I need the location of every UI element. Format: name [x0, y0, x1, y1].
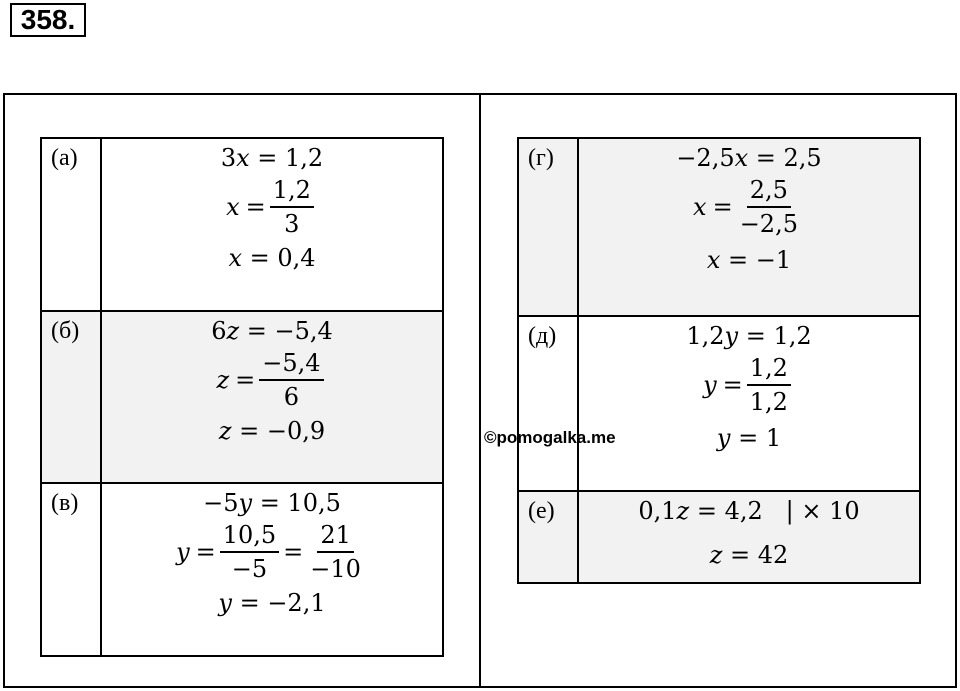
equation-cell [101, 138, 443, 311]
solution-row-v [41, 483, 443, 656]
fraction [270, 176, 314, 238]
equation-line: −2,5x = 2,5 [676, 144, 822, 172]
row-label: (в) [41, 483, 101, 656]
equation-line: −5y = 10,5 [203, 489, 341, 517]
equation-line: x = 0,4 [228, 244, 316, 272]
denominator: 1,2 [749, 388, 788, 416]
equation-line: 3x = 1,2 [220, 144, 324, 172]
right-solution-table [517, 137, 921, 584]
numerator: −5,4 [259, 349, 323, 381]
row-label: (б) [41, 311, 101, 483]
row-label: (д) [518, 316, 578, 491]
denominator: −5 [231, 555, 268, 583]
fraction-line: x = $\frac{2,5}{-2,5}$ [579, 176, 919, 238]
fraction-line: x = $\frac{1,2}{3}$ [102, 176, 442, 238]
fraction-line: y = $\frac{10,5}{-5}$ = $\frac{21}{-10}$ [102, 521, 442, 583]
solution-row-d [518, 316, 920, 491]
fraction [307, 521, 364, 583]
solution-row-a [41, 138, 443, 311]
denominator: −10 [310, 555, 361, 583]
solution-row-e [518, 491, 920, 583]
equation-cell [578, 138, 920, 316]
fraction [259, 349, 323, 411]
problem-number: 358. [10, 3, 86, 37]
fraction [737, 176, 801, 238]
equation-cell [578, 316, 920, 491]
solution-row-b [41, 311, 443, 483]
numerator: 21 [317, 521, 354, 553]
numerator: 10,5 [220, 521, 279, 553]
equation-line: 0,1z = 4,2 | × 10 [638, 497, 860, 525]
left-solution-table [40, 137, 444, 657]
row-label: (е) [518, 491, 578, 583]
equation-cell [101, 311, 443, 483]
denominator: 3 [284, 210, 300, 238]
fraction-line: z = $\frac{-5,4}{6}$ [102, 349, 442, 411]
fraction-line: y = $\frac{1,2}{1,2}$ [579, 354, 919, 416]
column-divider [479, 93, 481, 688]
equation-line: y = −2,1 [218, 589, 326, 617]
solution-row-g [518, 138, 920, 316]
equation-line: 6z = −5,4 [211, 317, 333, 345]
denominator: −2,5 [739, 210, 798, 238]
numerator: 2,5 [747, 176, 791, 208]
equation-line: y = 1 [716, 424, 782, 452]
watermark: ©pomogalka.me [484, 428, 616, 447]
row-label: (г) [518, 138, 578, 316]
row-label: (а) [41, 138, 101, 311]
equation-cell [101, 483, 443, 656]
numerator: 1,2 [747, 354, 791, 386]
equation-line: 1,2y = 1,2 [686, 322, 812, 350]
fraction [220, 521, 279, 583]
numerator: 1,2 [270, 176, 314, 208]
fraction [747, 354, 791, 416]
equation-line: x = −1 [706, 246, 792, 274]
equation-line: z = −0,9 [218, 417, 326, 445]
equation-line: z = 42 [709, 541, 789, 569]
denominator: 6 [283, 383, 300, 411]
equation-cell [578, 491, 920, 583]
